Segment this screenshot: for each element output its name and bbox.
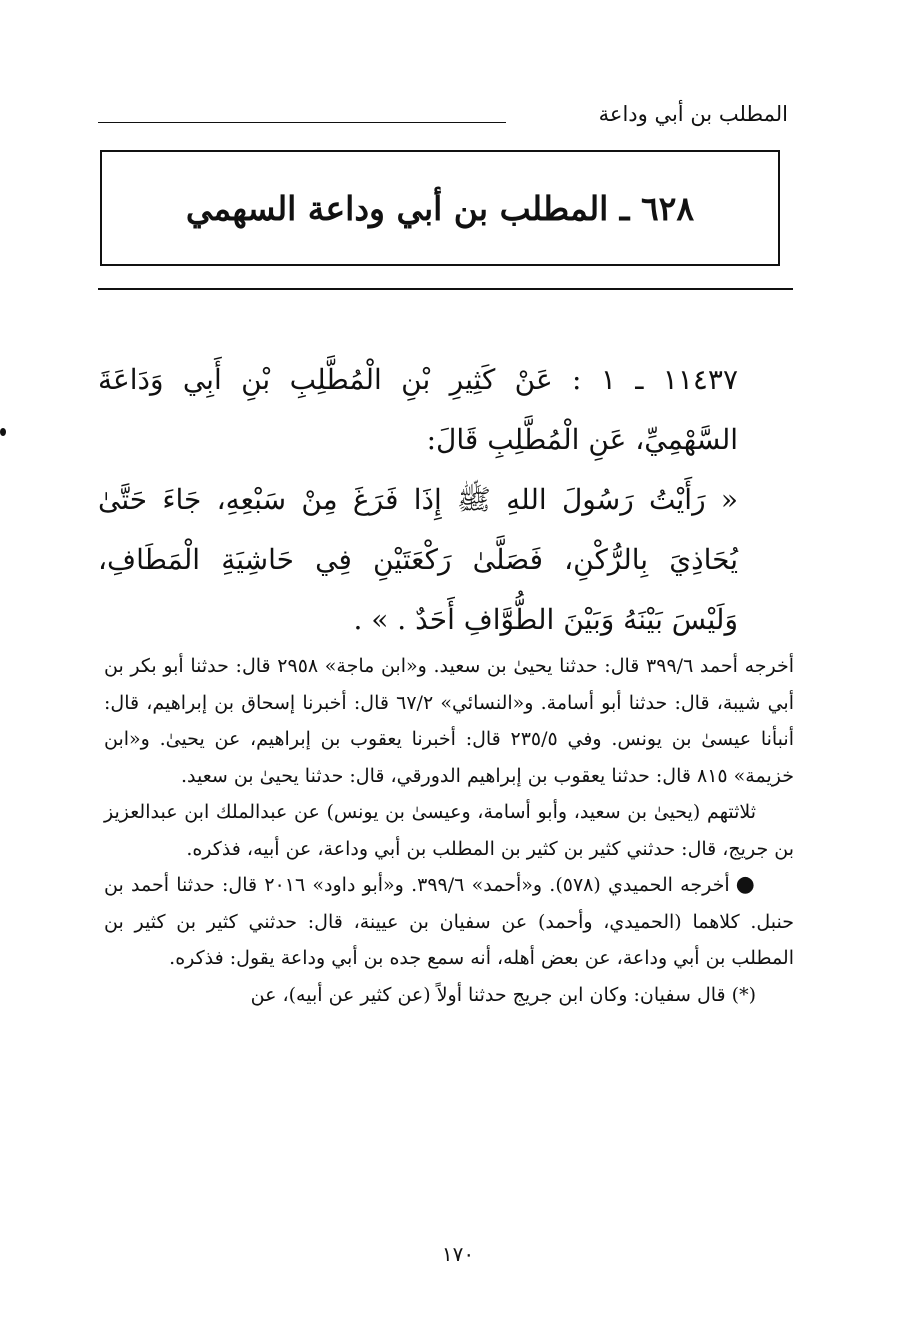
scan-edge-mark (0, 428, 6, 436)
chapter-title: ٦٢٨ ـ المطلب بن أبي وداعة السهمي (185, 188, 695, 228)
running-header (98, 96, 788, 136)
page-number: ١٧٠ (441, 1242, 475, 1266)
chapter-title-box (100, 150, 780, 266)
hadith-text (98, 350, 738, 650)
footnote-text: (*) قال سفيان: وكان ابن جريج حدثنا أولاً (عن كثير عن أبيه)، عن (250, 983, 756, 1006)
takhrij-paragraph-1: أخرجه أحمد ٣٩٩/٦ قال: حدثنا يحيىٰ بن سعيد. و«ابن ماجة» ٢٩٥٨ قال: حدثنا أبو بكر بن أبي شيبة، قال: حدثنا أبو أسامة. و«النسائي» ٦٧/٢ قال: أخبرنا إسحاق بن إبراهيم، قال: أنبأنا عيسىٰ بن يونس. وفي ٢٣٥/٥ قال: أخبرنا يعقوب بن إبراهيم، عن يحيىٰ. و«ابن خزيمة» ٨١٥ قال: حدثنا يعقوب بن إبراهيم الدورقي، قال: حدثنا يحيىٰ بن سعيد. (104, 655, 795, 787)
title-divider (98, 288, 793, 290)
takhrij-paragraph-2: ثلاثتهم (يحيىٰ بن سعيد، وأبو أسامة، وعيسىٰ بن يونس) عن عبدالملك ابن عبدالعزيز بن جريج، قال: حدثني كثير بن كثير بن المطلب بن أبي وداعة، عن أبيه، فذكره. (104, 801, 794, 860)
takhrij-paragraph-3 (104, 867, 794, 977)
bullet-icon: ● (735, 872, 757, 897)
takhrij-paragraph-3-text: أخرجه الحميدي (٥٧٨). و«أحمد» ٣٩٩/٦. و«أبو داود» ٢٠١٦ قال: حدثنا أحمد بن حنبل. كلاهما (الحميدي، وأحمد) عن سفيان بن عيينة، قال: حدثني كثير بن كثير بن المطلب بن أبي وداعة، عن بعض أهله، أنه سمع جده بن أبي وداعة يقول: فذكره. (104, 874, 794, 969)
takhrij-section (104, 648, 794, 1013)
hadith-isnad: ١١٤٣٧ ـ ١ : عَنْ كَثِيرِ بْنِ الْمُطَّلِبِ بْنِ أَبِي وَدَاعَةَ السَّهْمِيِّ، عَنِ الْمُطَّلِبِ قَالَ: (98, 363, 738, 456)
running-header-text: المطلب بن أبي وداعة (598, 102, 788, 126)
hadith-matn: « رَأَيْتُ رَسُولَ اللهِ ﷺ إِذَا فَرَغَ مِنْ سَبْعِهِ، جَاءَ حَتَّىٰ يُحَاذِيَ بِالرُّكْنِ، فَصَلَّىٰ رَكْعَتَيْنِ فِي حَاشِيَةِ الْمَطَافِ، وَلَيْسَ بَيْنَهُ وَبَيْنَ الطُّوَّافِ أَحَدٌ . » . (98, 483, 738, 636)
header-rule (98, 122, 506, 123)
